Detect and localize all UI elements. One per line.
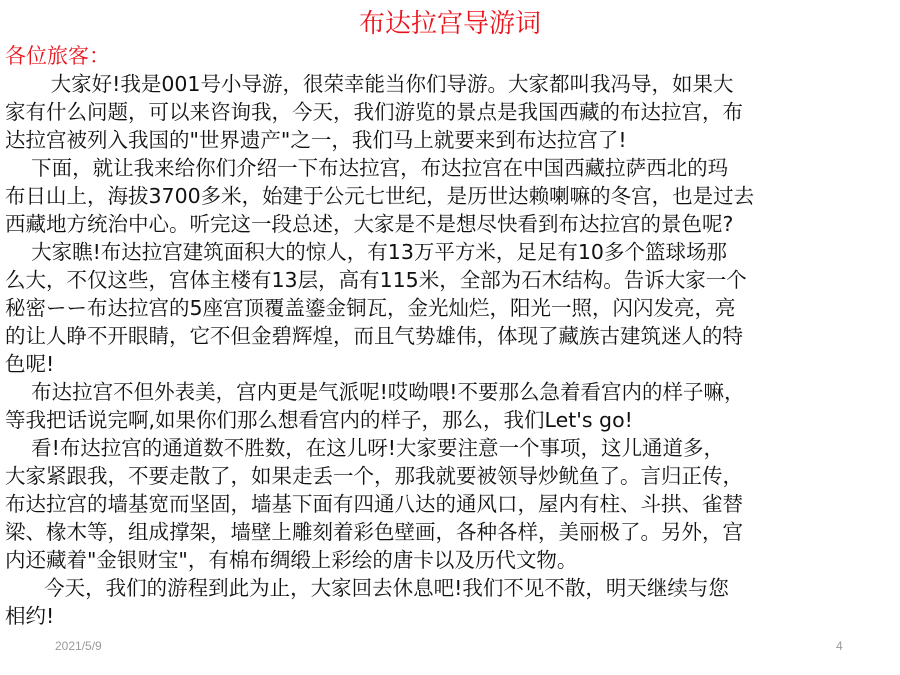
text-line: 看!布达拉宫的通道数不胜数，在这儿呀!大家要注意一个事项，这儿通道多， (5, 436, 724, 460)
text-line: 大家紧跟我，不要走散了，如果走丢一个，那我就要被领导炒鱿鱼了。言归正传， (5, 464, 743, 488)
text-line: 大家好!我是001号小导游，很荣幸能当你们导游。大家都叫我冯导，如果大 (5, 72, 734, 96)
text-line: 相约! (5, 604, 55, 628)
text-line: 大家瞧!布达拉宫建筑面积大的惊人，有13万平方米，足足有10多个篮球场那 (5, 240, 727, 264)
footer-date: 2021/5/9 (55, 639, 102, 653)
text-line: 布日山上，海拔3700多米，始建于公元七世纪，是历世达赖喇嘛的冬宫，也是过去 (5, 184, 755, 208)
text-line: 西藏地方统治中心。听完这一段总述，大家是不是想尽快看到布达拉宫的景色呢? (5, 212, 734, 236)
text-line: 色呢! (5, 352, 55, 376)
text-line: 下面，就让我来给你们介绍一下布达拉宫，布达拉宫在中国西藏拉萨西北的玛 (5, 156, 729, 180)
text-line: 布达拉宫的墙基宽而坚固，墙基下面有四通八达的通风口，屋内有柱、斗拱、雀替 (5, 492, 743, 516)
text-line: 的让人睁不开眼睛，它不但金碧辉煌，而且气势雄伟，体现了藏族古建筑迷人的特 (5, 324, 743, 348)
text-line: 么大，不仅这些，宫体主楼有13层，高有115米，全部为石木结构。告诉大家一个 (5, 268, 747, 292)
text-line: 秘密ーー布达拉宫的5座宫顶覆盖鎏金铜瓦，金光灿烂，阳光一照，闪闪发亮，亮 (5, 296, 736, 320)
greeting: 各位旅客： (5, 44, 110, 68)
text-line: 梁、椽木等，组成撑架，墙壁上雕刻着彩色壁画，各种各样，美丽极了。另外，宫 (5, 520, 743, 544)
text-line: 今天，我们的游程到此为止，大家回去休息吧!我们不见不散，明天继续与您 (5, 576, 729, 600)
text-line: 内还藏着"金银财宝"，有棉布绸缎上彩绘的唐卡以及历代文物。 (5, 548, 578, 572)
text-line: 达拉宫被列入我国的"世界遗产"之一，我们马上就要来到布达拉宫了! (5, 128, 627, 152)
slide-title: 布达拉宫导游词 (358, 9, 541, 39)
body-text (5, 70, 895, 630)
text-line: 布达拉宫不但外表美，宫内更是气派呢!哎呦喂!不要那么急着看宫内的样子嘛， (5, 380, 745, 404)
text-line: 等我把话说完啊,如果你们那么想看宫内的样子，那么，我们Let's go! (5, 408, 633, 432)
text-line: 家有什么问题，可以来咨询我，今天，我们游览的景点是我国西藏的布达拉宫，布 (5, 100, 743, 124)
page-number: 4 (836, 639, 843, 653)
